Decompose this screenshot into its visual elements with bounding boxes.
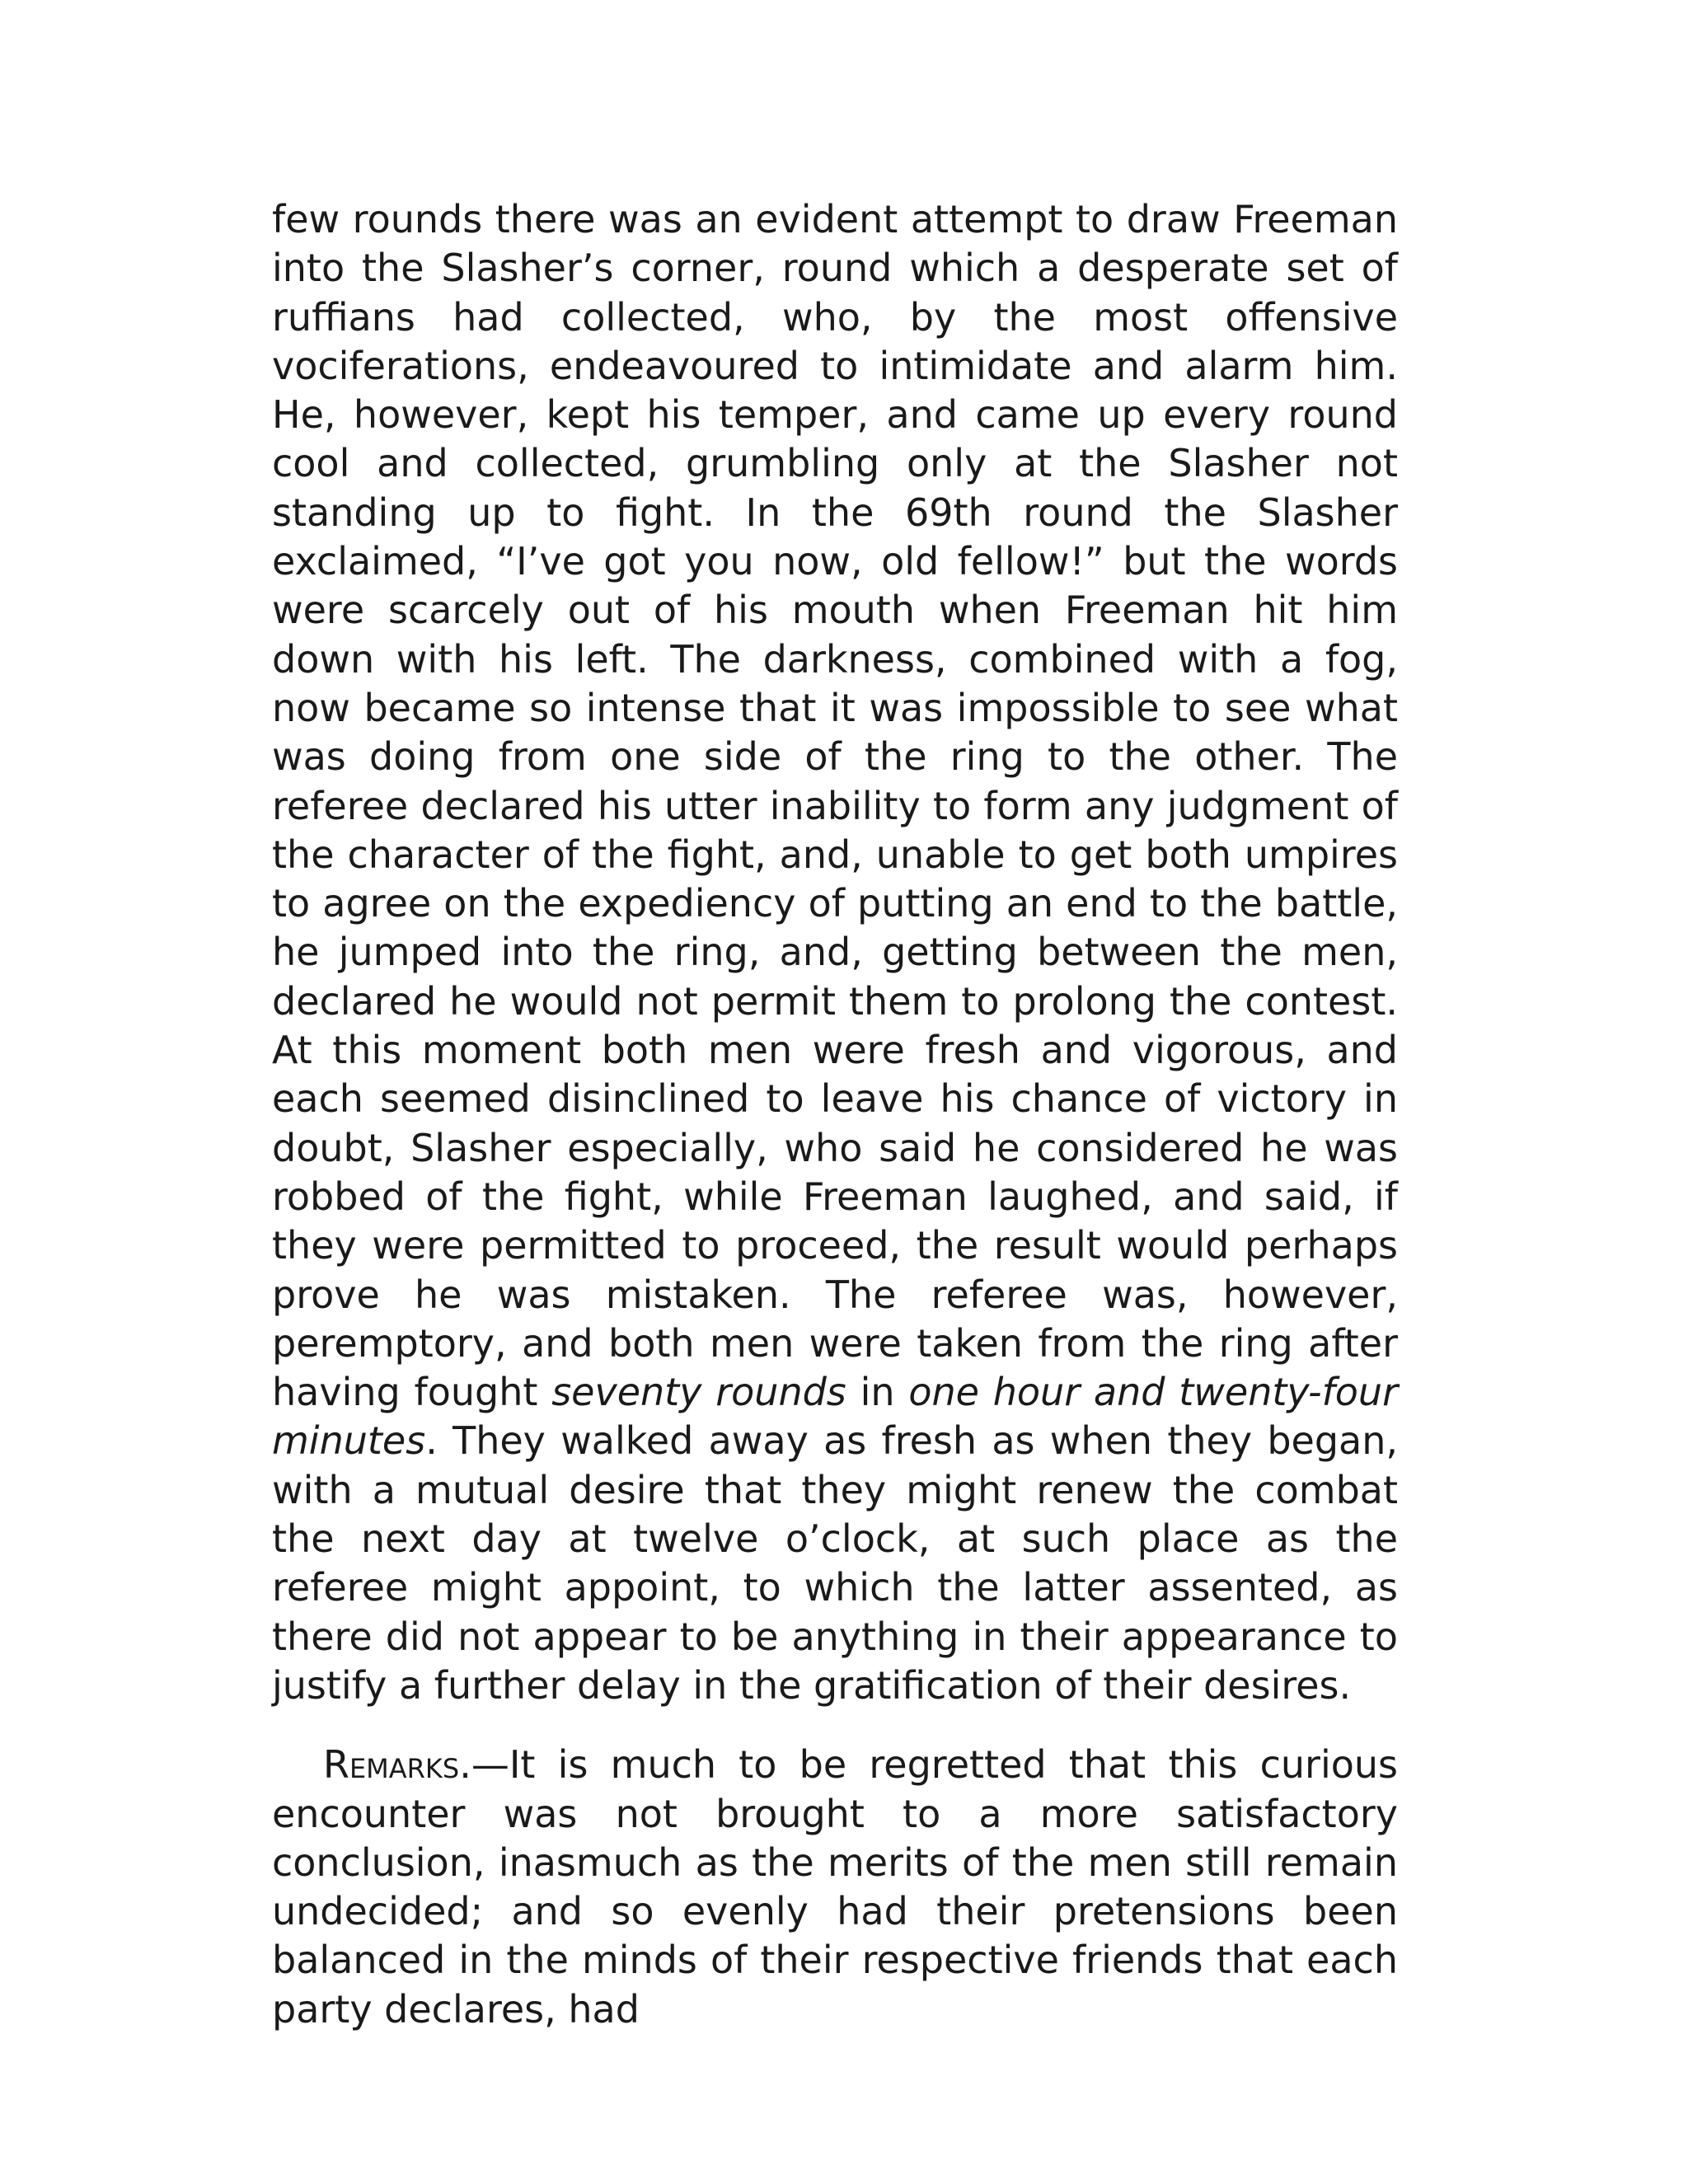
paragraph-1-part-2: in	[846, 1370, 909, 1415]
paragraph-1-part-1: few rounds there was an evident attempt to draw Freeman into the Slasher’s corner, round which a desperate set of ruffians had collected, who, by the most offensive vociferations, endeavoured to intimidate and alarm him. He, however, kept his temper, and came up every round cool and collected, grumbling only at the Slasher not standing up to fight. In the 69th round the Slasher exclaimed, “I’ve got you now, old fellow!” but the words were scarcely out of his mouth when Freeman hit him down with his left. The darkness, combined with a fog, now became so intense that it was impossible to see what was doing from one side of the ring to the other. The referee declared his utter inability to form any judgment of the character of the fight, and, unable to get both umpires to agree on the expediency of putting an end to the battle, he jumped into the ring, and, getting between the men, declared he would not permit them to prolong the contest. At this moment both men were fresh and vigorous, and each seemed disinclined to leave his chance of victory in doubt, Slasher especially, who said he considered he was robbed of the fight, while Freeman laughed, and said, if they were permitted to proceed, the result would perhaps prove he was mistaken. The referee was, however, peremptory, and both men were taken from the ring after having fought	[272, 197, 1398, 1415]
paragraph-fight-account	[272, 195, 1398, 1710]
remarks-body: —It is much to be regretted that this curious encounter was not brought to a more satisfactory conclusion, inasmuch as the merits of the men still remain undecided; and so evenly had their pretensions been balanced in the minds of their respective friends that each party declares, had	[272, 1742, 1398, 2032]
italic-seventy-rounds: seventy rounds	[551, 1370, 846, 1415]
page-text	[272, 195, 1398, 2034]
paragraph-remarks	[272, 1741, 1398, 2034]
paragraph-1-part-3: . They walked away as fresh as when they began, with a mutual desire that they might renew the combat the next day at twelve o’clock, at such place as the referee might appoint, to which the latter assented, as there did not appear to be anything in their appearance to justify a further delay in the gratification of their desires.	[272, 1418, 1398, 1708]
italic-duration: one hour and twenty-four minutes	[272, 1370, 1399, 1464]
remarks-lead-in: Remarks.	[323, 1742, 471, 1788]
